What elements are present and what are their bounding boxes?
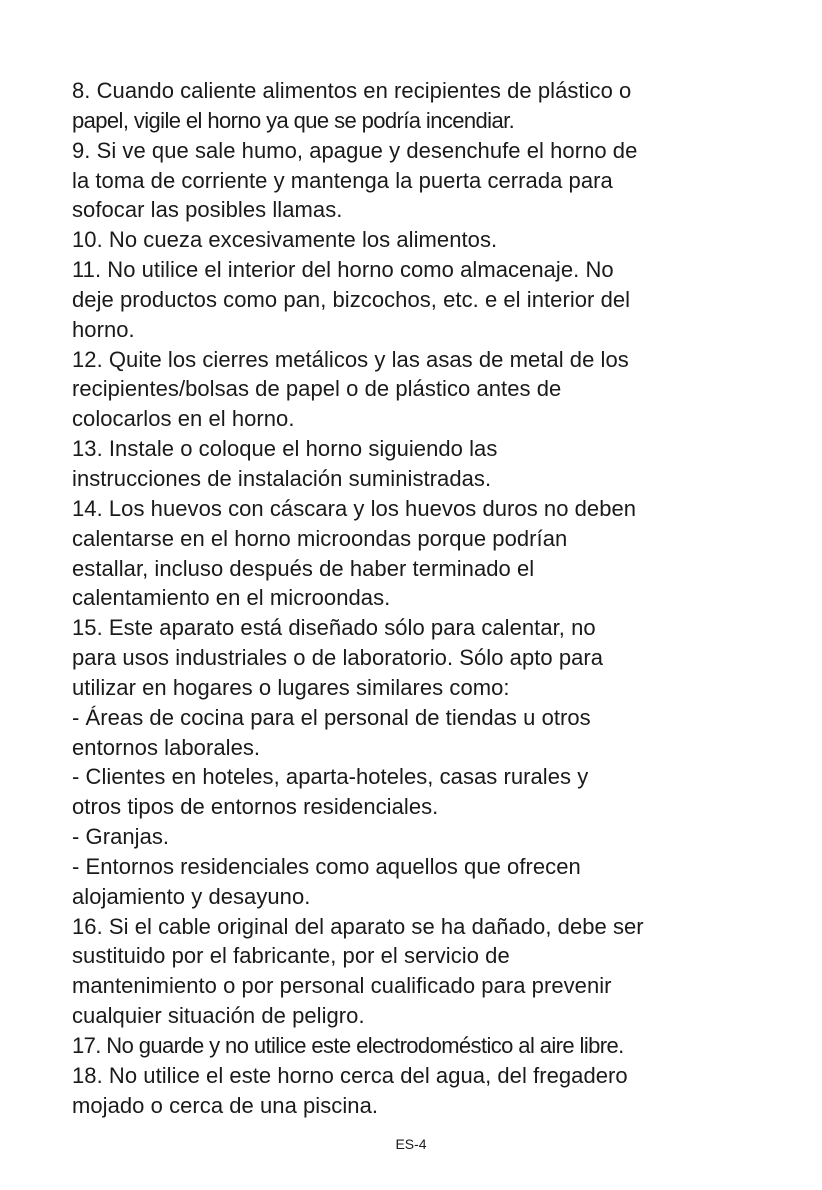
text-line: mantenimiento o por personal cualificado para prevenir (72, 973, 612, 999)
text-line: 10. No cueza excesivamente los alimentos. (72, 227, 498, 253)
text-line: otros tipos de entornos residenciales. (72, 794, 439, 820)
text-line: 9. Si ve que sale humo, apague y desenchufe el horno de (72, 137, 638, 163)
text-line: papel, vigile el horno ya que se podría incendiar. (72, 107, 515, 133)
text-line: entornos laborales. (72, 734, 261, 760)
text-line: mojado o cerca de una piscina. (72, 1092, 379, 1118)
text-line: 8. Cuando caliente alimentos en recipientes de plástico o (72, 78, 632, 103)
text-line: instrucciones de instalación suministradas. (72, 465, 492, 491)
text-line: sustituido por el fabricante, por el servicio de (72, 943, 510, 969)
text-line: - Granjas. (72, 824, 170, 850)
text-line: la toma de corriente y mantenga la puerta cerrada para (72, 167, 613, 193)
text-line: sofocar las posibles llamas. (72, 197, 343, 223)
text-line: - Áreas de cocina para el personal de tiendas u otros (72, 704, 591, 730)
document-body (72, 76, 762, 1121)
text-line: 11. No utilice el interior del horno como almacenaje. No (72, 257, 614, 283)
page-number: ES-4 (395, 1136, 427, 1152)
text-line: - Clientes en hoteles, aparta-hoteles, casas rurales y (72, 764, 589, 790)
text-line: para usos industriales o de laboratorio. Sólo apto para (72, 645, 604, 671)
text-line: 13. Instale o coloque el horno siguiendo las (72, 436, 498, 462)
text-line: horno. (72, 316, 135, 342)
text-line: - Entornos residenciales como aquellos que ofrecen (72, 853, 581, 879)
text-line: colocarlos en el horno. (72, 406, 295, 432)
text-line: 14. Los huevos con cáscara y los huevos duros no deben (72, 495, 637, 521)
text-line: calentarse en el horno microondas porque podrían (72, 525, 568, 551)
text-line: cualquier situación de peligro. (72, 1003, 365, 1029)
text-line: 15. Este aparato está diseñado sólo para calentar, no (72, 615, 596, 641)
text-line: 18. No utilice el este horno cerca del agua, del fregadero (72, 1062, 628, 1088)
text-line: alojamiento y desayuno. (72, 883, 311, 909)
text-line: utilizar en hogares o lugares similares como: (72, 674, 510, 700)
text-line: recipientes/bolsas de papel o de plástico antes de (72, 376, 562, 402)
text-line: 16. Si el cable original del aparato se ha dañado, debe ser (72, 913, 644, 939)
text-line: estallar, incluso después de haber terminado el (72, 555, 535, 581)
text-line: deje productos como pan, bizcochos, etc. e el interior del (72, 286, 631, 312)
text-line: 17. No guarde y no utilice este electrodoméstico al aire libre. (72, 1033, 624, 1058)
text-line: 12. Quite los cierres metálicos y las asas de metal de los (72, 346, 629, 372)
text-line: calentamiento en el microondas. (72, 585, 391, 611)
